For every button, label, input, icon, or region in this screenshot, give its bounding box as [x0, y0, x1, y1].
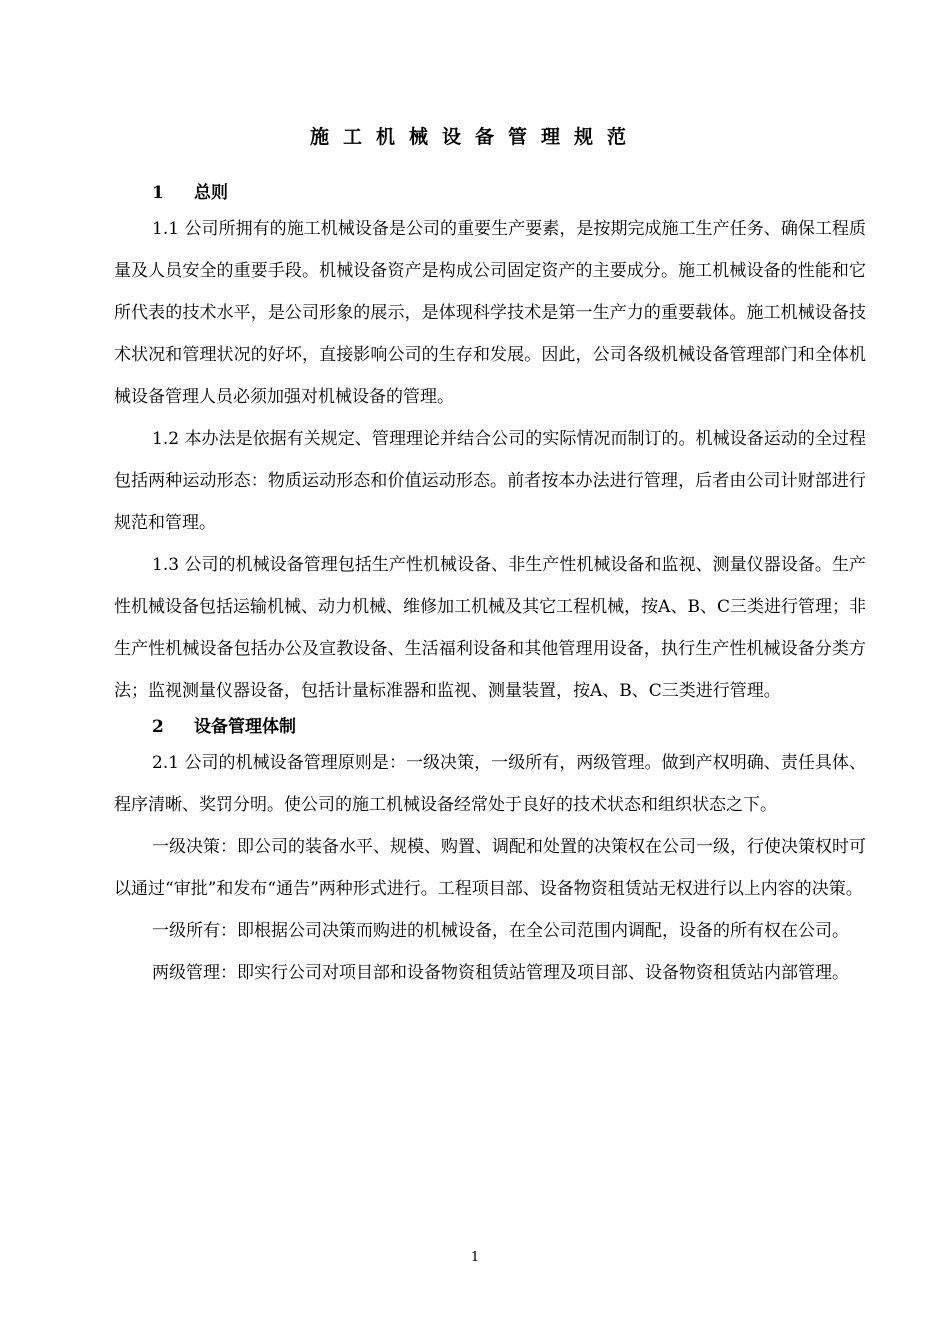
paragraph: 一级所有：即根据公司决策而购进的机械设备，在全公司范围内调配，设备的所有权在公司。 [152, 921, 849, 941]
paragraph: 一级决策：即公司的装备水平、规模、购置、调配和处置的决策权在公司一级，行使决策权时可以通过“审批”和发布“通告”两种形式进行。工程项目部、设备物资租赁站无权进行以上内容的决策。 [114, 837, 866, 899]
document-title: 施工机械设备管理规范 [309, 126, 640, 148]
section-heading [114, 712, 866, 742]
section-title: 设备管理体制 [194, 717, 296, 737]
paragraph: 两级管理：即实行公司对项目部和设备物资租赁站管理及项目部、设备物资租赁站内部管理。 [152, 963, 849, 983]
paragraph: 1.1 公司所拥有的施工机械设备是公司的重要生产要素，是按期完成施工生产任务、确保工程质量及人员安全的重要手段。机械设备资产是构成公司固定资产的主要成分。施工机械设备的性能和它所代表的技术水平，是公司形象的展示，是体现科学技术是第一生产力的重要载体。施工机械设备技术状况和管理状况的好坏，直接影响公司的生存和发展。因此，公司各级机械设备管理部门和全体机械设备管理人员必须加强对机械设备的管理。 [114, 219, 866, 407]
paragraph: 1.2 本办法是依据有关规定、管理理论并结合公司的实际情况而制订的。机械设备运动的全过程包括两种运动形态：物质运动形态和价值运动形态。前者按本办法进行管理，后者由公司计财部进行规范和管理。 [114, 429, 866, 533]
document-body [114, 178, 866, 994]
section-number: 1 [152, 183, 164, 203]
paragraph: 2.1 公司的机械设备管理原则是：一级决策，一级所有，两级管理。做到产权明确、责任具体、程序清晰、奖罚分明。使公司的施工机械设备经常处于良好的技术状态和组织状态之下。 [114, 753, 866, 815]
paragraph: 1.3 公司的机械设备管理包括生产性机械设备、非生产性机械设备和监视、测量仪器设备。生产性机械设备包括运输机械、动力机械、维修加工机械及其它工程机械，按A、B、C三类进行管理；非生产性机械设备包括办公及宣教设备、生活福利设备和其他管理用设备，执行生产性机械设备分类方法；监视测量仪器设备，包括计量标准器和监视、测量装置，按A、B、C三类进行管理。 [114, 555, 866, 701]
section-title: 总则 [194, 183, 228, 203]
page-number: 1 [470, 1250, 480, 1265]
section-number: 2 [152, 717, 164, 737]
section-heading [114, 178, 866, 208]
